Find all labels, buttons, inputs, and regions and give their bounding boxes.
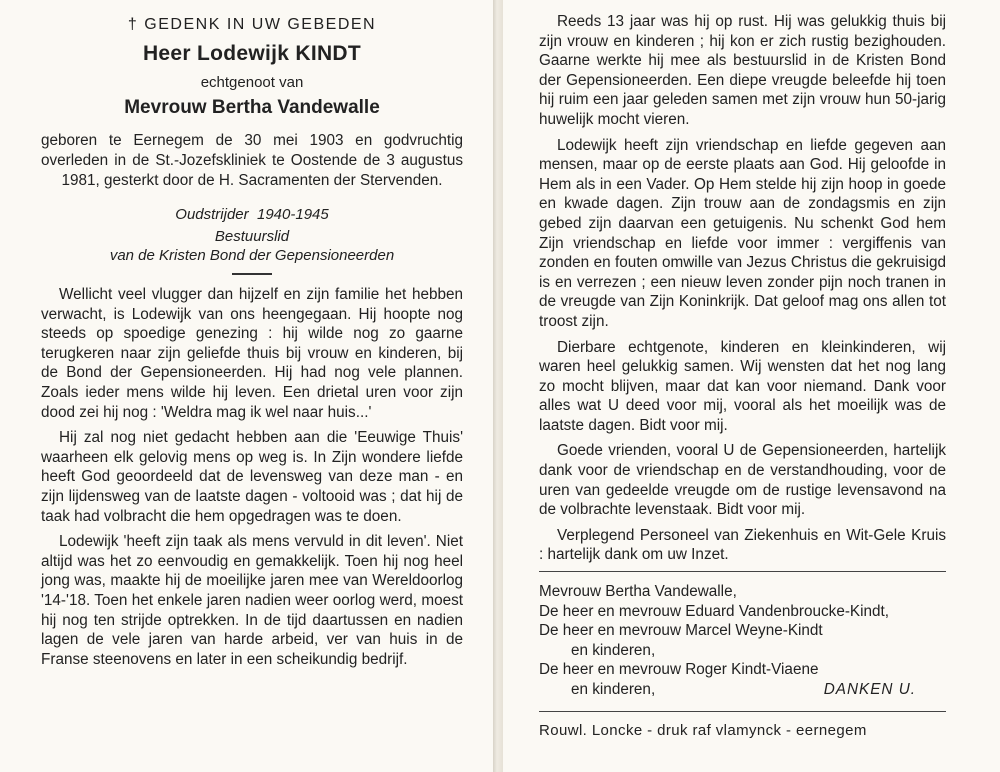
family-member-text: en kinderen,	[571, 680, 656, 698]
divider	[539, 711, 946, 712]
page-gutter	[493, 0, 503, 772]
deceased-name: Heer Lodewijk KINDT	[142, 42, 362, 65]
veteran-label: Oudstrijder	[175, 206, 249, 223]
veteran-line	[41, 205, 463, 224]
family-list	[539, 582, 946, 699]
printer-credit: Rouwl. Loncke - druk raf vlamynck - eernegem	[539, 722, 867, 740]
family-member: en kinderen,	[571, 641, 656, 659]
spouse-intro: echtgenoot van	[200, 74, 304, 91]
role-title: Bestuurslid	[214, 228, 290, 245]
thanks-signoff: DANKEN U.	[823, 680, 916, 698]
paragraph: Verplegend Personeel van Ziekenhuis en Wit-Gele Kruis : hartelijk dank om uw Inzet.	[539, 526, 946, 564]
right-page	[503, 0, 1000, 772]
prayer-header	[41, 16, 463, 34]
family-member: De heer en mevrouw Marcel Weyne-Kindt	[539, 622, 823, 640]
cross-icon: †	[127, 16, 139, 33]
header-text: GEDENK IN UW GEBEDEN	[144, 16, 377, 33]
paragraph: Reeds 13 jaar was hij op rust. Hij was gelukkig thuis bij zijn vrouw en kinderen ; hij kon er zich rustig bezighouden. Gaarne werkte hij mee als bestuurslid in de Kristen Bond der Gepensioneerden. Een diepe vreugde beleefde hij toen hij ruim een jaar geleden samen met zijn vrouw hun 50-jarig huwelijk mocht vieren.	[539, 13, 946, 128]
divider	[539, 571, 946, 572]
divider	[232, 273, 272, 275]
family-member: De heer en mevrouw Eduard Vandenbroucke-Kindt,	[539, 602, 890, 620]
spouse-name: Mevrouw Bertha Vandewalle	[124, 97, 380, 118]
paragraph: Wellicht veel vlugger dan hijzelf en zijn familie het hebben verwacht, is Lodewijk van ons heengegaan. Hij hoopte nog steeds op spoedige genezing : hij wilde nog zo gaarne terugkeren naar zijn geliefde thuis bij vrouw en kinderen, bij de Bond der Gepensioneerden. Hij had nog vele plannen. Zoals ieder mens wilde hij leven. Een drietal uren voor zijn dood zei hij nog : 'Weldra mag ik wel naar huis...'	[41, 286, 463, 421]
role-org: van de Kristen Bond der Gepensioneerden	[109, 247, 395, 264]
paragraph: Dierbare echtgenote, kinderen en kleinkinderen, wij waren heel gelukkig samen. Wij wensten dat het nog lang zo mocht blijven, maar dat kan voor niemand. Dank voor alles wat U deed voor mij, vooral als het moeilijk was de laatste dagen. Bidt voor mij.	[539, 338, 946, 434]
paragraph: Goede vrienden, vooral U de Gepensioneerden, hartelijk dank voor de vriendschap en de verstandhouding, voor de uren van gedeelde vreugde om de rustige levensavond na de volbrachte levenstaak. Bidt voor mij.	[539, 442, 946, 519]
paragraph: Hij zal nog niet gedacht hebben aan die 'Eeuwige Thuis' waarheen elk gelovig mens op weg is. In Zijn wondere liefde heeft God geoordeeld dat de levensweg van deze man - en zijn lijdensweg van de laatste dagen - voltooid was ; dat hij de taak had volbracht die hem opgedragen was te doen.	[41, 429, 463, 525]
family-member: Mevrouw Bertha Vandewalle,	[539, 583, 737, 601]
biography: geboren te Eernegem de 30 mei 1903 en godvruchtig overleden in de St.-Jozefskliniek te Oostende de 3 augustus 1981, gesterkt door de H. Sacramenten der Stervenden.	[41, 132, 463, 189]
family-member: De heer en mevrouw Roger Kindt-Viaene	[539, 661, 819, 679]
paragraph: Lodewijk heeft zijn vriendschap en liefde gegeven aan mensen, maar op de eerste plaats aan God. Hij geloofde in Hem als in een Vader. Op Hem stelde hij zijn hoop in goede en kwade dagen. Zijn trouw aan de zondagsmis en zijn gebed zijn daarvan een getuigenis. Nu schenkt God hem Zijn vriendschap en liefde voor immer : vergiffenis van zonden en fouten omwille van Jezus Christus die gekruisigd is en verrezen ; een nieuw leven zonder pijn noch tranen in de vreugde van Zijn Koninkrijk. Dat geloof mag ons allen tot troost zijn.	[539, 136, 946, 330]
paragraph: Lodewijk 'heeft zijn taak als mens vervuld in dit leven'. Niet altijd was het zo eenvoudig en gemakkelijk. Toen hij nog heel jong was, maakte hij de moeilijke jaren mee van Wereldoorlog '14-'18. Toen het enkele jaren nadien weer oorlog werd, moest hij nog ten strijde optrekken. In de tijd daartussen en nadien lagen de vele jaren van harde arbeid, ver van huis in de Franse steenovens en later in een scheikundig bedrijf.	[41, 533, 463, 668]
left-page	[0, 0, 493, 772]
veteran-years: 1940-1945	[256, 206, 329, 223]
family-member-last	[539, 680, 946, 700]
